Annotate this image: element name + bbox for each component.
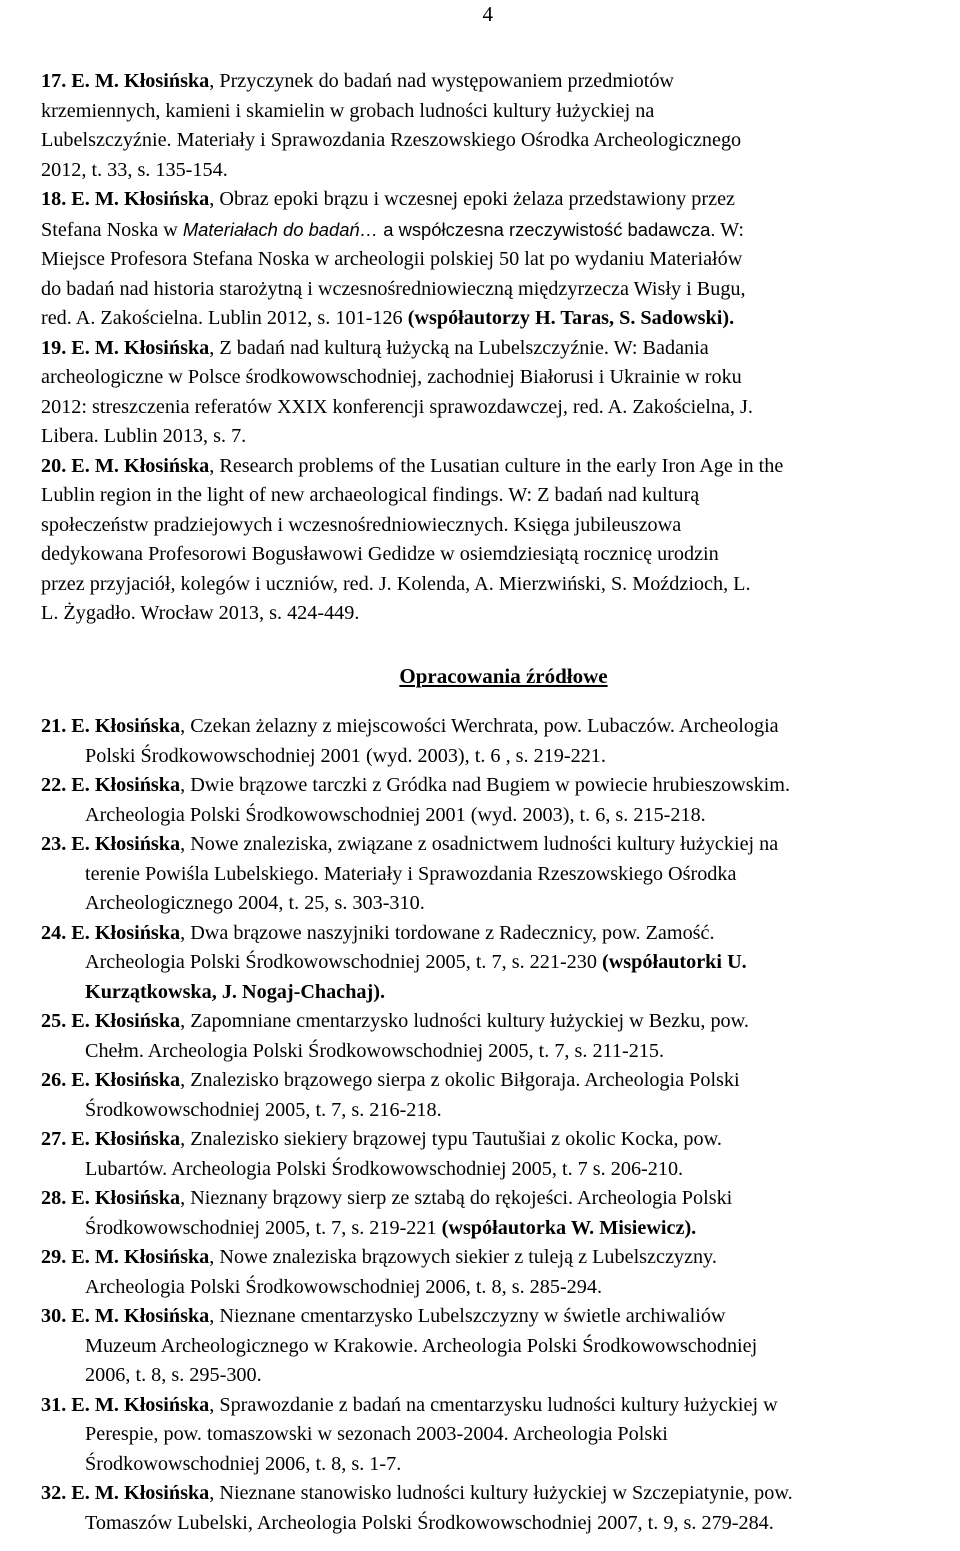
entry-text: , Zapomniane cmentarzysko ludności kultury łużyckiej w Bezku, pow. [180,1010,749,1032]
list-item [41,1007,956,1066]
entry-text: dedykowana Profesorowi Bogusławowi Gedidze w osiemdziesiątą rocznicę urodzin [41,543,719,565]
list-item [41,185,956,334]
list-item [41,1243,956,1302]
entry-text: Muzeum Archeologicznego w Krakowie. Archeologia Polski Środkowowschodniej [85,1334,758,1357]
list-item [41,830,956,919]
entry-text: a współczesna rzeczywistość badawcza. [378,218,716,240]
entry-text: Tomaszów Lubelski, Archeologia Polski Środkowowschodniej 2007, t. 9, s. 279-284. [85,1511,774,1534]
entry-text: , Sprawozdanie z badań na cmentarzysku ludności kultury łużyckiej w [209,1393,778,1416]
entry-text: , Nowe znaleziska brązowych siekier z tuleją z Lubelszczyzny. [209,1246,717,1268]
entry-text: Środkowowschodniej 2006, t. 8, s. 1-7. [85,1452,402,1475]
entry-text: , Znalezisko siekiery brązowej typu Tautušiai z okolic Kocka, pow. [180,1128,722,1150]
entry-author: 23. E. Kłosińska [41,833,181,855]
entry-text: krzemiennych, kamieni i skamielin w grobach ludności kultury łużyckiej na [41,99,655,122]
list-item [41,67,956,185]
entry-text: do badań nad historia starożytną i wczesnośredniowieczną międzyrzecza Wisły i Bugu, [41,277,746,300]
entry-text: red. A. Zakościelna. Lublin 2012, s. 101-126 [41,307,408,329]
list-item [41,1066,956,1125]
bibliography-list [41,67,956,1538]
list-item [41,1391,956,1480]
list-item [41,1184,956,1243]
entry-author: 28. E. Kłosińska [41,1187,181,1209]
entry-author: 29. E. M. Kłosińska [41,1246,210,1268]
page-number: 4 [482,2,493,26]
entry-text: Stefana Noska w [41,218,183,241]
list-item [41,334,956,452]
entry-text: 2012, t. 33, s. 135-154. [41,158,228,181]
entry-text: Archeologia Polski Środkowowschodniej 2001 (wyd. 2003), t. 6, s. 215-218. [85,803,706,826]
entry-author: 19. E. M. Kłosińska [41,336,210,359]
entry-author: 26. E. Kłosińska [41,1069,181,1091]
list-item [41,1302,956,1391]
entry-text: Lubelszczyźnie. Materiały i Sprawozdania Rzeszowskiego Ośrodka Archeologicznego [41,129,742,151]
entry-author: 27. E. Kłosińska [41,1128,181,1150]
entry-text: , Znalezisko brązowego sierpa z okolic Biłgoraja. Archeologia Polski [180,1069,740,1091]
entry-text: , Obraz epoki brązu i wczesnej epoki żelaza przedstawiony przez [209,188,735,210]
entry-text: Lublin region in the light of new archaeological findings. W: Z badań nad kulturą [41,484,700,506]
entry-text: , Czekan żelazny z miejscowości Werchrata, pow. Lubaczów. Archeologia [180,715,779,737]
list-item [41,1125,956,1184]
entry-text: archeologiczne w Polsce środkowowschodniej, zachodniej Białorusi i Ukrainie w roku [41,366,742,388]
entry-text: Libera. Lublin 2013, s. 7. [41,425,247,447]
list-item [41,452,956,629]
entry-text: , Research problems of the Lusatian culture in the early Iron Age in the [209,454,784,477]
entry-author: 20. E. M. Kłosińska [41,454,210,477]
entry-text: 2012: streszczenia referatów XXIX konferencji sprawozdawczej, red. A. Zakościelna, J. [41,395,753,418]
entry-coauthors: Kurzątkowska, J. Nogaj-Chachaj). [85,980,386,1003]
entry-text: , Nieznany brązowy sierp ze sztabą do rękojeści. Archeologia Polski [180,1187,733,1209]
entry-coauthors: (współautorka W. Misiewicz). [441,1216,697,1239]
list-item [41,1479,956,1538]
entry-author: 31. E. M. Kłosińska [41,1393,210,1416]
entry-title-italic: Materiałach do badań… [182,218,379,240]
source-list [41,712,956,1538]
entry-text: L. Żygadło. Wrocław 2013, s. 424-449. [41,602,360,624]
entry-author: 22. E. Kłosińska [41,774,181,796]
entry-author: 30. E. M. Kłosińska [41,1305,210,1327]
entry-author: 18. E. M. Kłosińska [41,188,210,210]
entry-text: Chełm. Archeologia Polski Środkowowschodniej 2005, t. 7, s. 211-215. [85,1039,665,1062]
entry-text: Środkowowschodniej 2005, t. 7, s. 219-221 [85,1216,442,1239]
entry-text: Archeologia Polski Środkowowschodniej 2005, t. 7, s. 221-230 [85,951,602,973]
entry-text: terenie Powiśla Lubelskiego. Materiały i Sprawozdania Rzeszowskiego Ośrodka [85,862,737,885]
list-item [41,712,956,771]
entry-text: Środkowowschodniej 2005, t. 7, s. 216-218. [85,1098,442,1121]
entry-text: , Nowe znaleziska, związane z osadnictwem ludności kultury łużyckiej na [180,833,779,855]
entry-text: Archeologia Polski Środkowowschodniej 2006, t. 8, s. 285-294. [85,1275,602,1298]
entry-text: , Przyczynek do badań nad występowaniem przedmiotów [209,70,675,92]
list-item [41,771,956,830]
entry-text: Miejsce Profesora Stefana Noska w archeologii polskiej 50 lat po wydaniu Materiałów [41,248,743,270]
entry-text: społeczeństw pradziejowych i wczesnośredniowiecznych. Księga jubileuszowa [41,513,682,536]
section-heading: Opracowania źródłowe [399,663,608,688]
entry-text: , Nieznane stanowisko ludności kultury łużyckiej w Szczepiatynie, pow. [209,1482,793,1504]
entry-text: Archeologicznego 2004, t. 25, s. 303-310. [85,892,425,914]
entry-text: W: [715,218,745,241]
entry-text: 2006, t. 8, s. 295-300. [85,1364,262,1386]
entry-author: 17. E. M. Kłosińska [41,70,210,92]
entry-coauthors: (współautorki U. [602,951,747,973]
entry-text: przez przyjaciół, kolegów i uczniów, red. J. Kolenda, A. Mierzwiński, S. Moździoch, L. [41,572,751,595]
entry-text: Lubartów. Archeologia Polski Środkowowschodniej 2005, t. 7 s. 206-210. [85,1157,684,1180]
entry-coauthors: (współautorzy H. Taras, S. Sadowski). [407,307,735,329]
entry-text: Perespie, pow. tomaszowski w sezonach 2003-2004. Archeologia Polski [85,1423,668,1445]
entry-text: , Z badań nad kulturą łużycką na Lubelszczyźnie. W: Badania [209,336,709,359]
entry-author: 24. E. Kłosińska [41,921,181,944]
entry-author: 25. E. Kłosińska [41,1010,181,1032]
entry-text: , Dwa brązowe naszyjniki tordowane z Radecznicy, pow. Zamość. [180,921,715,944]
entry-text: , Dwie brązowe tarczki z Gródka nad Bugiem w powiecie hrubieszowskim. [180,774,791,796]
entry-text: Polski Środkowowschodniej 2001 (wyd. 2003), t. 6 , s. 219-221. [85,744,606,767]
entry-author: 21. E. Kłosińska [41,715,181,737]
entry-author: 32. E. M. Kłosińska [41,1482,210,1504]
entry-text: , Nieznane cmentarzysko Lubelszczyzny w świetle archiwaliów [209,1305,726,1327]
list-item [41,919,956,1008]
